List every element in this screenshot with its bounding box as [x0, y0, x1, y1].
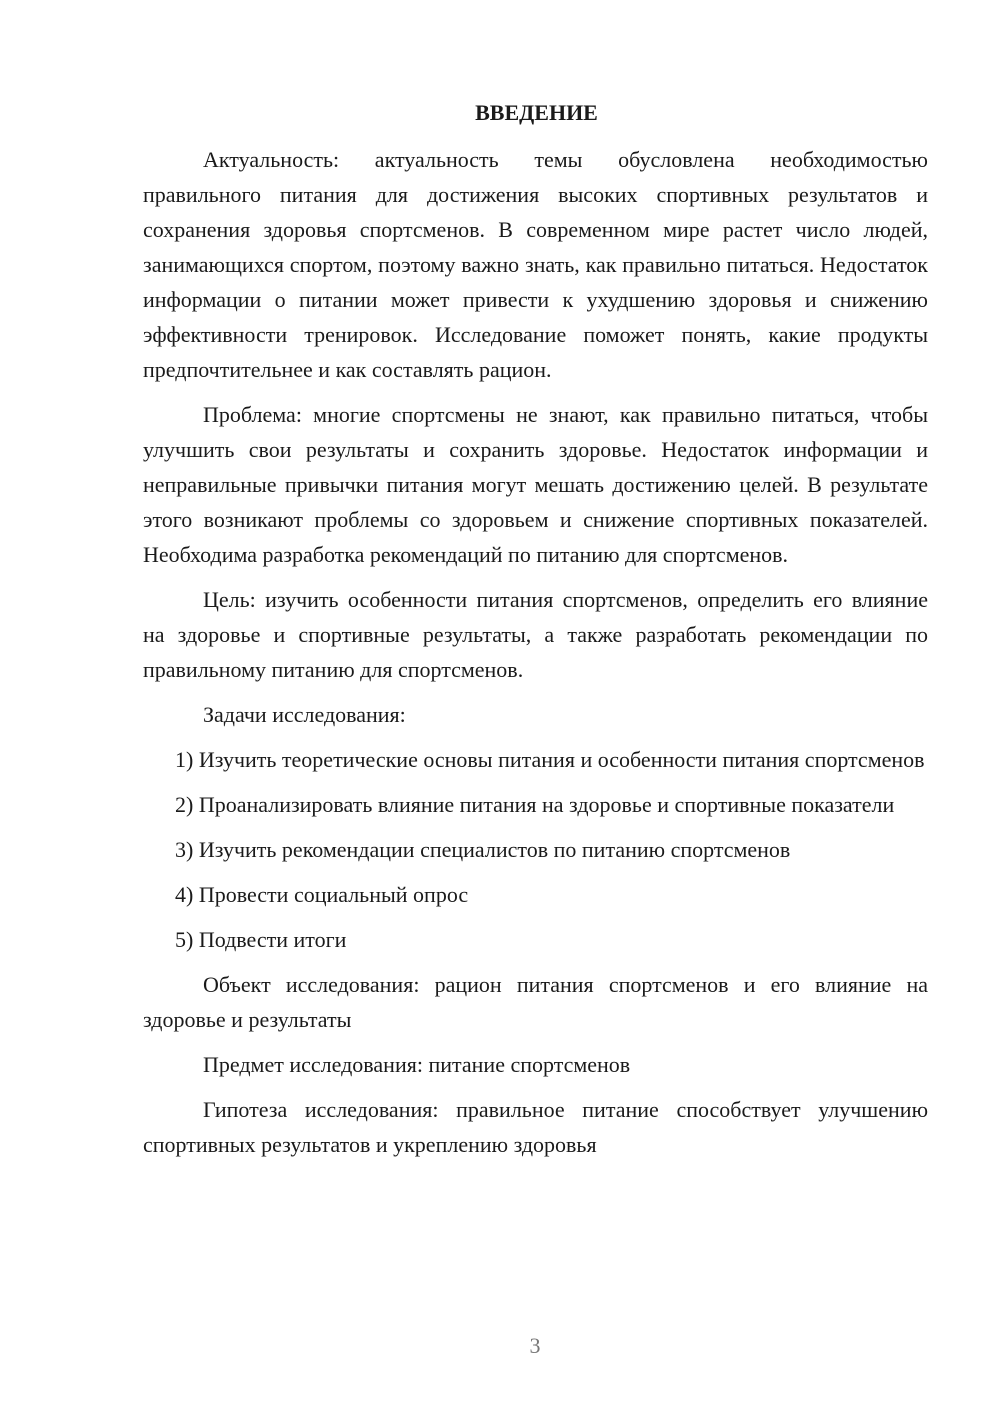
page-number: 3: [529, 1333, 541, 1358]
task-item-4: 4) Провести социальный опрос: [175, 882, 469, 907]
section-heading: ВВЕДЕНИЕ: [475, 100, 598, 125]
task-item-2: 2) Проанализировать влияние питания на здоровье и спортивные показатели: [175, 792, 895, 817]
problem-paragraph: Проблема: многие спортсмены не знают, как правильно питаться, чтобы улучшить свои результаты и сохранить здоровье. Недостаток информации и неправильные привычки питания могут мешать достижению целей. В результате этого возникают проблемы со здоровьем и снижение спортивных показателей. Необходима разработка рекомендаций по питанию для спортсменов.: [143, 402, 928, 567]
page-content: [143, 95, 928, 1162]
subject-paragraph: Предмет исследования: питание спортсменов: [203, 1052, 631, 1077]
hypothesis-paragraph: Гипотеза исследования: правильное питание способствует улучшению спортивных результатов и укреплению здоровья: [143, 1097, 928, 1157]
tasks-heading: Задачи исследования:: [203, 702, 406, 727]
task-item-3: 3) Изучить рекомендации специалистов по питанию спортсменов: [175, 837, 791, 862]
object-paragraph: Объект исследования: рацион питания спортсменов и его влияние на здоровье и результаты: [143, 972, 928, 1032]
task-item-1: 1) Изучить теоретические основы питания и особенности питания спортсменов: [175, 747, 925, 772]
task-item-5: 5) Подвести итоги: [175, 927, 347, 952]
goal-paragraph: Цель: изучить особенности питания спортсменов, определить его влияние на здоровье и спортивные результаты, а также разработать рекомендации по правильному питанию для спортсменов.: [143, 587, 928, 682]
relevance-paragraph: Актуальность: актуальность темы обусловлена необходимостью правильного питания для достижения высоких спортивных результатов и сохранения здоровья спортсменов. В современном мире растет число людей, занимающихся спортом, поэтому важно знать, как правильно питаться. Недостаток информации о питании может привести к ухудшению здоровья и снижению эффективности тренировок. Исследование поможет понять, какие продукты предпочтительнее и как составлять рацион.: [143, 147, 928, 382]
